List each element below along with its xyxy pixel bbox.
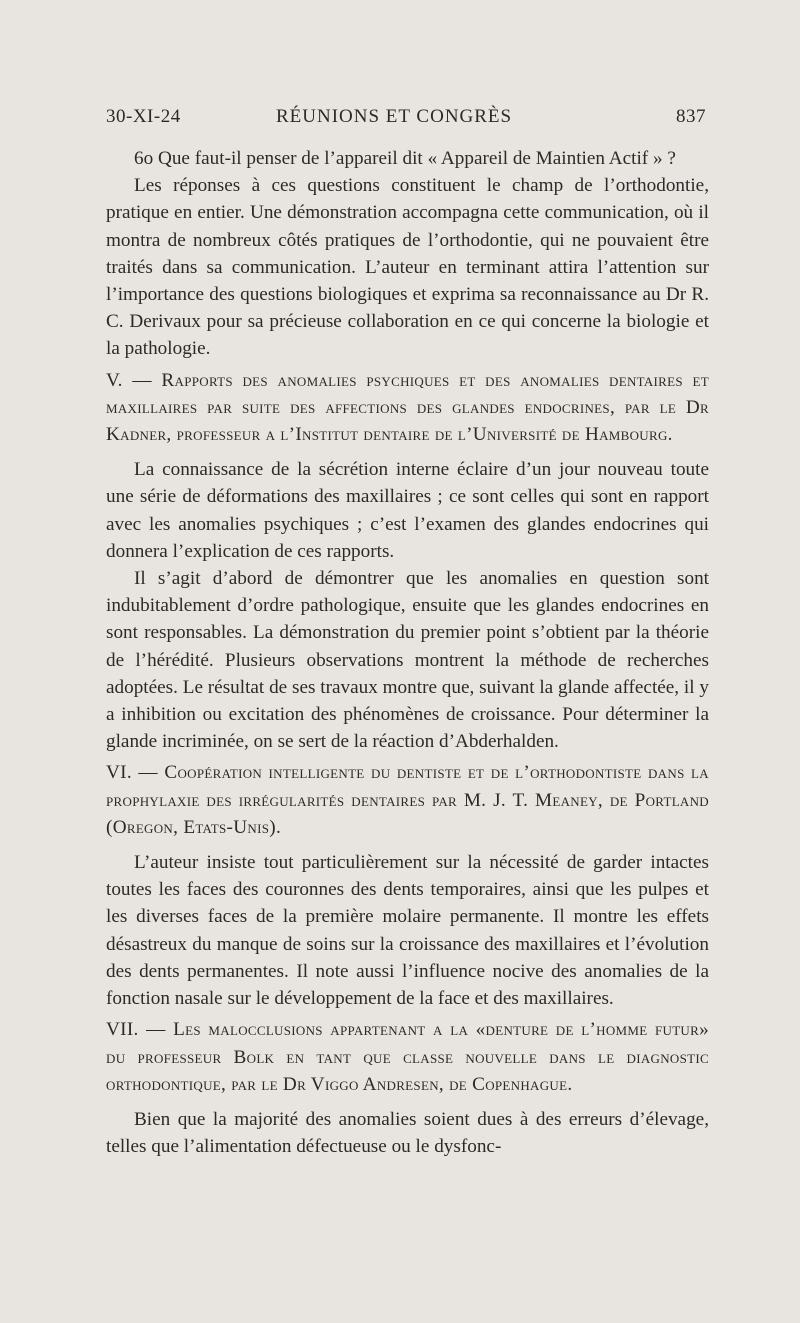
section-heading-vi: VI. — Coopération intelligente du dentiste et de l’orthodontiste dans la prophylaxie des irrégularités dentaires par M. J. T. Meaney, de Portland (Oregon, Etats-Unis).: [106, 762, 709, 838]
paragraph-majority: Bien que la majorité des anomalies soient dues à des erreurs d’élevage, telles que l’alimentation défectueuse ou le dysfonc-: [106, 1108, 709, 1158]
paragraph-secretion: La connaissance de la sécrétion interne éclaire d’un jour nouveau toute une série de déformations des maxillaires ; ce sont celles qui sont en rapport avec les anomalies psychiques ; c’est l’examen des glandes endocrines qui donnera l’explication de ces rapports.: [106, 459, 709, 562]
header-title: RÉUNIONS ET CONGRÈS: [276, 106, 513, 127]
paragraph-anomalies: Il s’agit d’abord de démontrer que les anomalies en question sont indubitablement d’ordre pathologique, ensuite que les glandes endocrines en sont responsables. La démonstration du premier point s’obtient par la théorie de l’hérédité. Plusieurs observations montrent la méthode de recherches adoptées. Le résultat de ses travaux montre que, suivant la glande affectée, il y a inhibition ou excitation des phénomènes de croissance. Pour déterminer la glande incriminée, on se sert de la réaction d’Abderhalden.: [106, 568, 709, 753]
header-date: 30-XI-24: [106, 106, 181, 127]
running-header: [106, 106, 706, 136]
page-body: [106, 145, 709, 1160]
section-heading-vii: VII. — Les malocclusions appartenant a la «denture de l’homme futur» du professeur Bolk en tant que classe nouvelle dans le diagnostic orthodontique, par le Dr Viggo Andresen, de Copenhague.: [106, 1019, 709, 1095]
paragraph-author: L’auteur insiste tout particulièrement sur la nécessité de garder intactes toutes les faces des couronnes des dents temporaires, ainsi que les pulpes et les diverses faces de la première molaire permanente. Il montre les effets désastreux du manque de soins sur la croissance des maxillaires et l’évolution des dents permanentes. Il note aussi l’influence nocive des anomalies de la fonction nasale sur le développement de la face et des maxillaires.: [106, 852, 709, 1010]
page-number: 837: [676, 106, 706, 127]
section-heading-v: V. — Rapports des anomalies psychiques et des anomalies dentaires et maxillaires par suite des affections des glandes endocrines, par le Dr Kadner, professeur a l’Institut dentaire de l’Université de Hambourg.: [106, 369, 709, 446]
paragraph-question-6: 6o Que faut-il penser de l’appareil dit « Appareil de Maintien Actif » ?: [134, 148, 676, 169]
paragraph-responses: Les réponses à ces questions constituent le champ de l’orthodontie, pratique en entier. Une démonstration accompagna cette communication, où il montra de nombreux côtés pratiques de l’orthodontie, qui ne pouvaient être traités dans sa communication. L’auteur en terminant attira l’attention sur l’importance des questions biologiques et exprima sa reconnaissance au Dr R. C. Derivaux pour sa précieuse collaboration en ce qui concerne la biologie et la pathologie.: [106, 175, 709, 360]
